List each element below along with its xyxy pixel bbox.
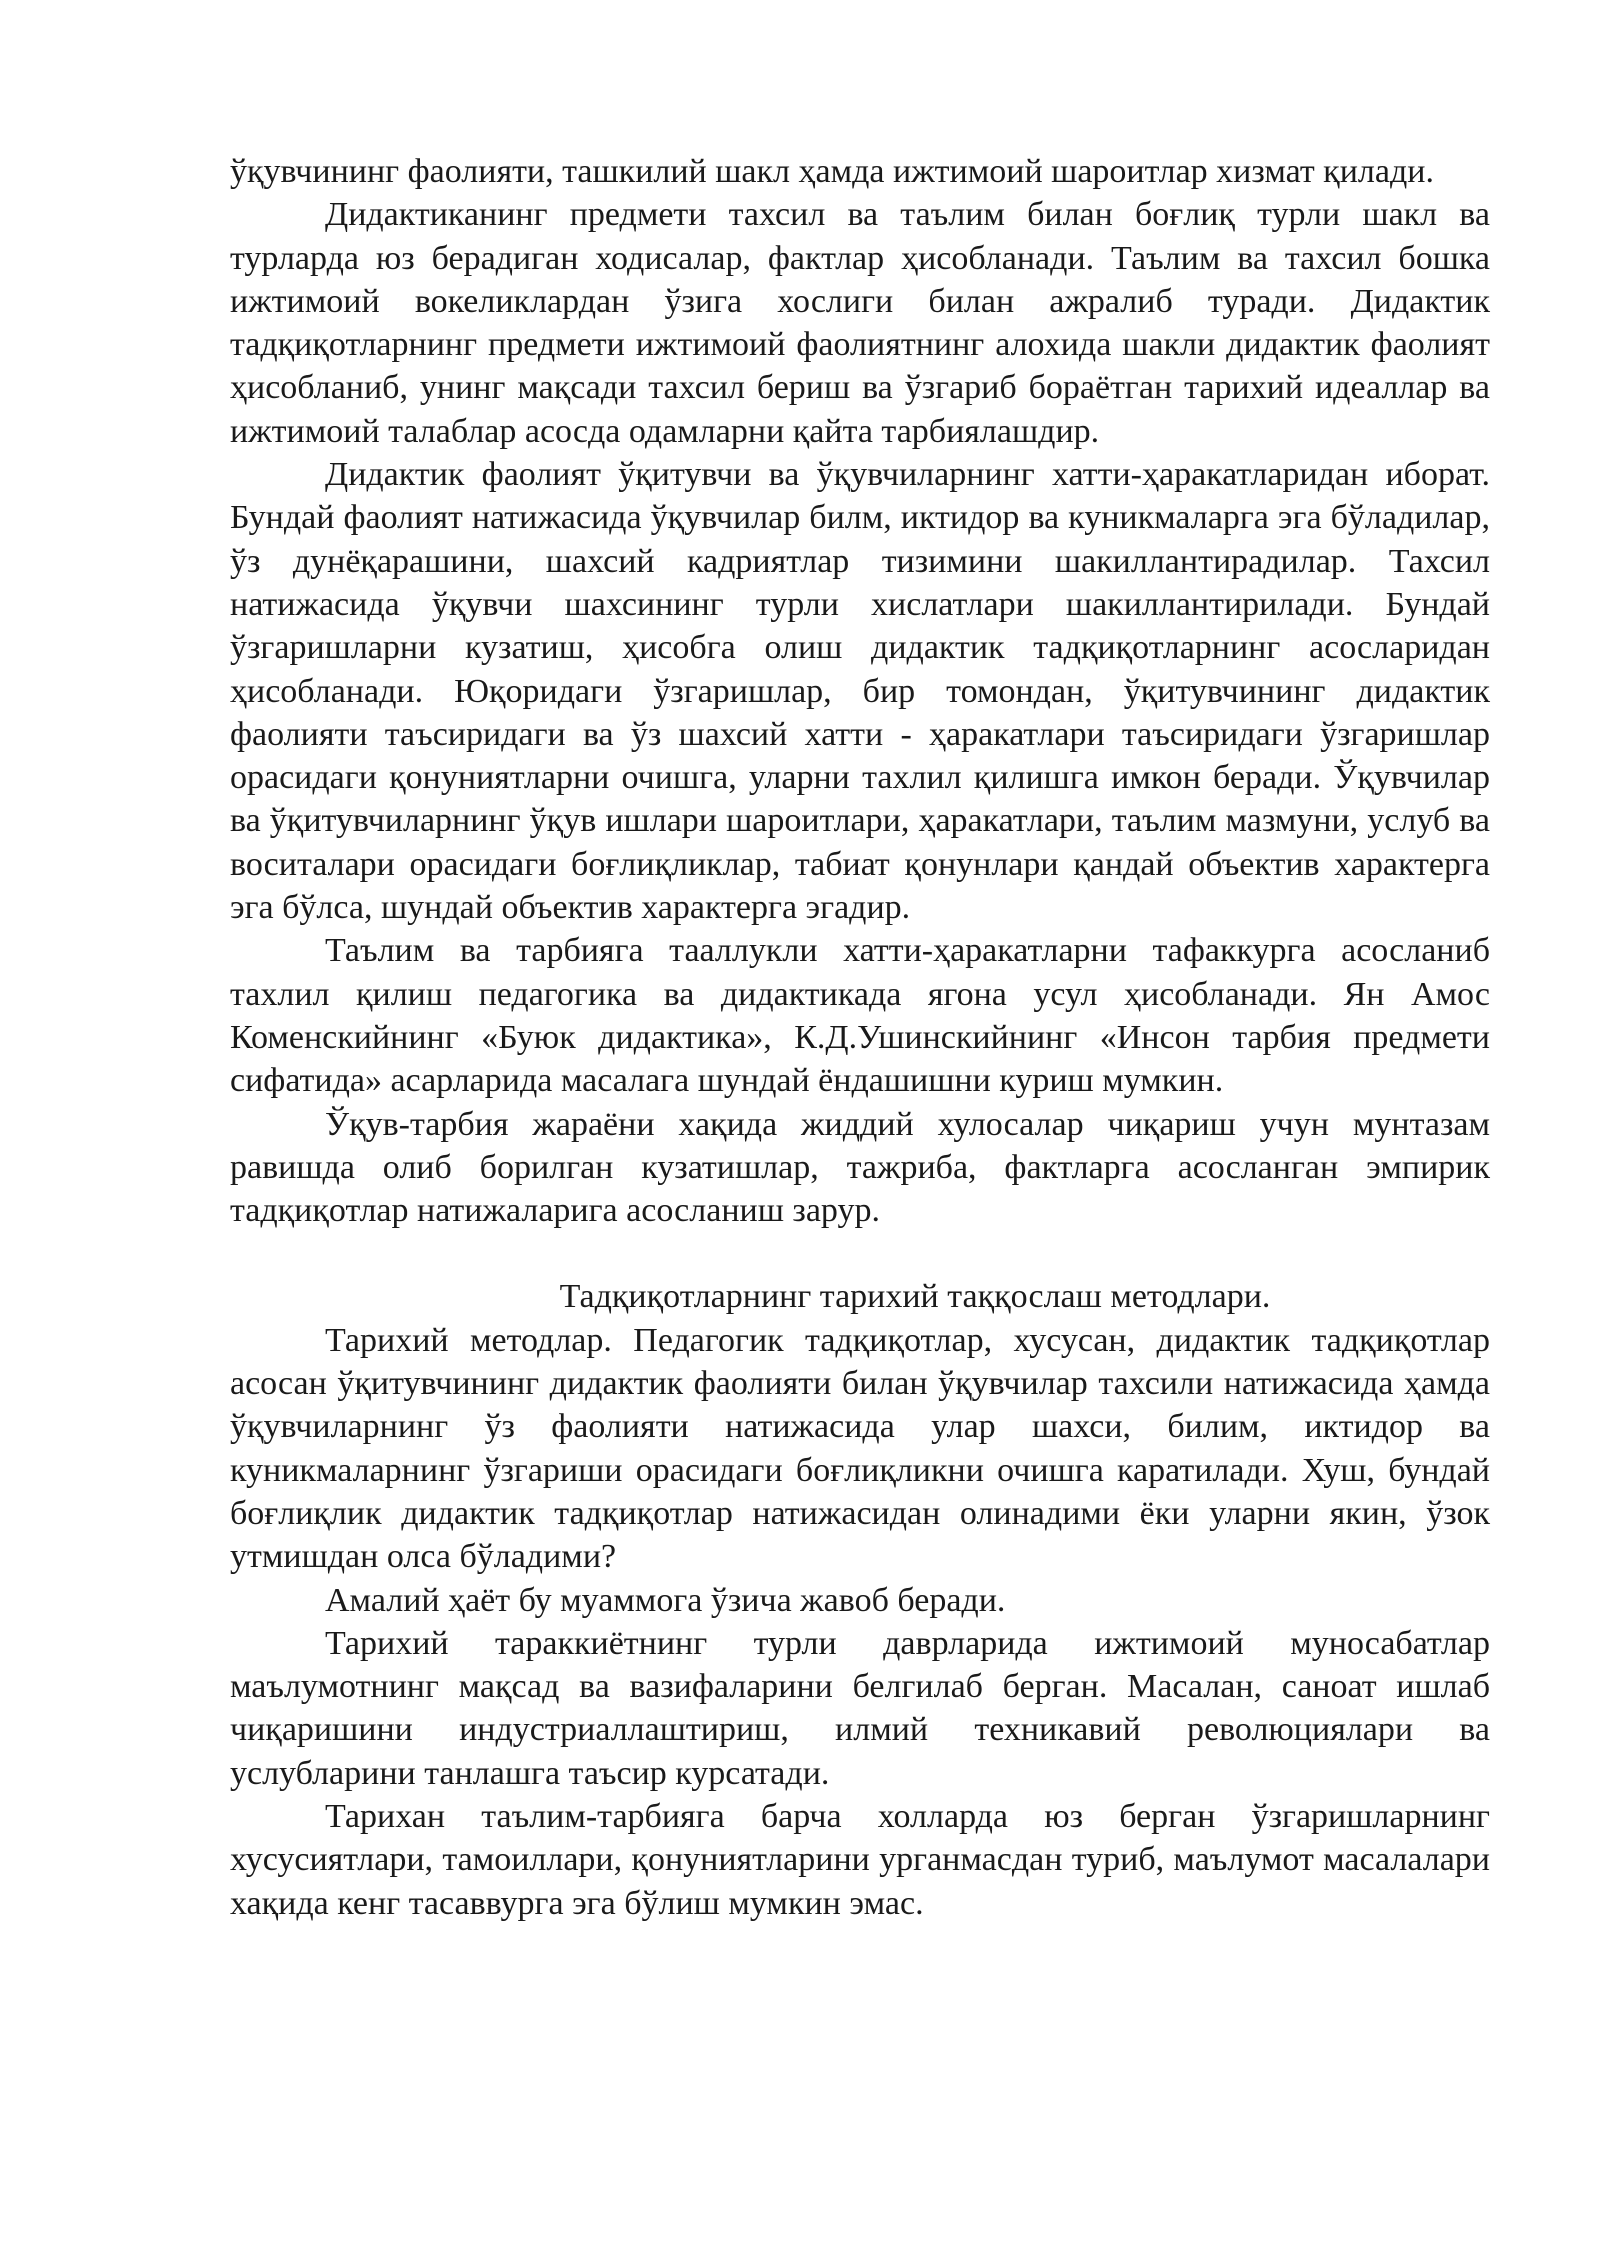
paragraph-historical-development: Тарихий тараккиётнинг турли даврларида ижтимоий муносабатлар маълумотнинг мақсад ва вазифаларини белгилаб берган. Масалан, саноат ишлаб чиқаришини индустриаллаштириш, илмий техникавий революциялари ва услубларини танлашга таъсир курсатади.	[230, 1624, 1490, 1792]
paragraph-historical-methods: Тарихий методлар. Педагогик тадқиқотлар, хусусан, дидактик тадқиқотлар асосан ўқитувчининг дидактик фаолияти билан ўқувчилар тахсили натижасида ҳамда ўқувчиларнинг ўз фаолияти натижасида улар шахси, билим, иктидор ва куникмаларнинг ўзгариши орасидаги боғлиқликни очишга каратилади. Хуш, бундай боғлиқлик дидактик тадқиқотлар натижасидан олинадими ёки уларни якин, ўзок утмишдан олса бўладими?	[230, 1321, 1490, 1576]
paragraph-continuation: ўқувчининг фаолияти, ташкилий шакл ҳамда ижтимоий шароитлар хизмат қилади.	[230, 153, 1434, 190]
paragraph-didactics-subject: Дидактиканинг предмети тахсил ва таълим билан боғлиқ турли шакл ва турларда юз берадиган ходисалар, фактлар ҳисобланади. Таълим ва тахсил бошка ижтимоий вокеликлардан ўзига хослиги билан ажралиб туради. Дидактик тадқиқотларнинг предмети ижтимоий фаолиятнинг алохида шакли дидактик фаолият ҳисобланиб, унинг мақсади тахсил бериш ва ўзгариб бораётган тарихий идеаллар ва ижтимоий талаблар асосда одамларни қайта тарбиялашдир.	[230, 196, 1490, 450]
document-page	[230, 150, 1490, 1925]
paragraph-analysis-method: Таълим ва тарбияга тааллукли хатти-ҳаракатларни тафаккурга асосланиб тахлил қилиш педагогика ва дидактикада ягона усул ҳисобланади. Ян Амос Коменскийнинг «Буюк дидактика», К.Д.Ушинскийнинг «Инсон тарбия предмети сифатида» асарларида масалага шундай ёндашишни куриш мумкин.	[230, 932, 1490, 1100]
section-heading: Тадқиқотларнинг тарихий таққослаш методлари.	[559, 1278, 1271, 1316]
paragraph-historical-changes: Тарихан таълим-тарбияга барча холларда юз берган ўзгаришларнинг хусусиятлари, тамоиллари, қонуниятларини урганмасдан туриб, маълумот масалалари хақида кенг тасаввурга эга бўлиш мумкин эмас.	[230, 1797, 1490, 1922]
paragraph-didactic-activity: Дидактик фаолият ўқитувчи ва ўқувчиларнинг хатти-ҳаракатларидан иборат. Бундай фаолият натижасида ўқувчилар билм, иктидор ва куникмаларга эга бўладилар, ўз дунёқарашини, шахсий кадриятлар тизимини шакиллантирадилар. Тахсил натижасида ўқувчи шахсининг турли хислатлари шакиллантирилади. Бундай ўзгаришларни кузатиш, ҳисобга олиш дидактик тадқиқотларнинг асосларидан ҳисобланади. Юқоридаги ўзгаришлар, бир томондан, ўқитувчининг дидактик фаолияти таъсиридаги ва ўз шахсий хатти - ҳаракатлари таъсиридаги ўзгаришлар орасидаги қонуниятларни очишга, уларни тахлил қилишга имкон беради. Ўқувчилар ва ўқитувчиларнинг ўқув ишлари шароитлари, ҳаракатлари, таълим мазмуни, услуб ва воситалари орасидаги боғлиқликлар, табиат қонунлари қандай объектив характерга эга бўлса, шундай объектив характерга эгадир.	[230, 456, 1490, 927]
paragraph-practical-life: Амалий ҳаёт бу муаммога ўзича жавоб беради.	[325, 1581, 1006, 1619]
paragraph-empirical-research: Ўқув-тарбия жараёни хақида жиддий хулосалар чиқариш учун мунтазам равишда олиб борилган кузатишлар, тажриба, фактларга асосланган эмпирик тадқиқотлар натижаларига асосланиш зарур.	[230, 1105, 1490, 1230]
